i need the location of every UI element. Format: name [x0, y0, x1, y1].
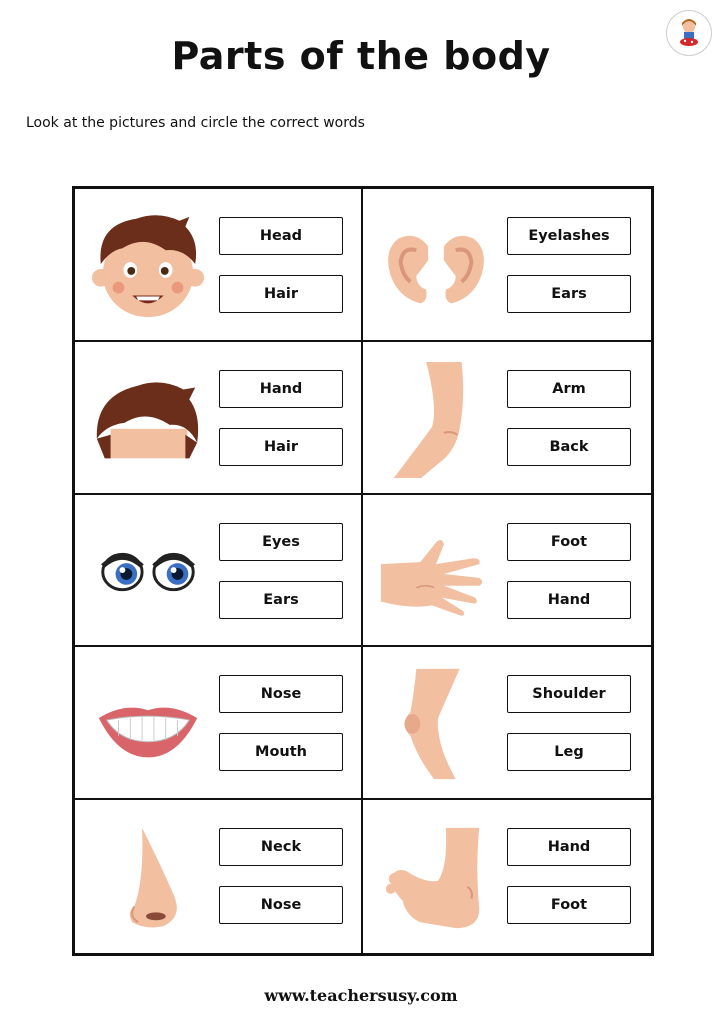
option-arm[interactable]: Arm — [507, 370, 631, 408]
arm-image — [377, 360, 495, 478]
option-foot[interactable]: Foot — [507, 886, 631, 924]
mouth-image — [89, 665, 207, 783]
option-hand[interactable]: Hand — [507, 581, 631, 619]
exercise-cell-eyes — [75, 495, 363, 648]
exercise-cell-nose — [75, 800, 363, 953]
exercise-cell-mouth — [75, 647, 363, 800]
option-shoulder[interactable]: Shoulder — [507, 675, 631, 713]
foot-image — [377, 818, 495, 936]
nose-image — [89, 818, 207, 936]
exercise-cell-head — [75, 189, 363, 342]
option-neck[interactable]: Neck — [219, 828, 343, 866]
leg-image — [377, 665, 495, 783]
exercise-cell-hair — [75, 342, 363, 495]
exercise-cell-leg — [363, 647, 651, 800]
exercise-cell-arm — [363, 342, 651, 495]
option-ears[interactable]: Ears — [219, 581, 343, 619]
option-hair[interactable]: Hair — [219, 275, 343, 313]
exercise-grid — [72, 186, 654, 956]
eyes-image — [89, 513, 207, 631]
hair-image — [89, 360, 207, 478]
ears-image — [377, 207, 495, 325]
worksheet-title: Parts of the body — [171, 34, 551, 78]
instruction-text: Look at the pictures and circle the correct words — [26, 115, 365, 131]
hand-image — [377, 513, 495, 631]
option-foot[interactable]: Foot — [507, 523, 631, 561]
option-head[interactable]: Head — [219, 217, 343, 255]
exercise-cell-foot — [363, 800, 651, 953]
option-hand[interactable]: Hand — [219, 370, 343, 408]
option-hair[interactable]: Hair — [219, 428, 343, 466]
option-back[interactable]: Back — [507, 428, 631, 466]
option-nose[interactable]: Nose — [219, 886, 343, 924]
option-hand[interactable]: Hand — [507, 828, 631, 866]
head-image — [89, 207, 207, 325]
option-ears[interactable]: Ears — [507, 275, 631, 313]
option-eyes[interactable]: Eyes — [219, 523, 343, 561]
website-footer: www.teachersusy.com — [264, 986, 458, 1005]
option-leg[interactable]: Leg — [507, 733, 631, 771]
exercise-cell-ears — [363, 189, 651, 342]
option-mouth[interactable]: Mouth — [219, 733, 343, 771]
exercise-cell-hand — [363, 495, 651, 648]
option-eyelashes[interactable]: Eyelashes — [507, 217, 631, 255]
option-nose[interactable]: Nose — [219, 675, 343, 713]
